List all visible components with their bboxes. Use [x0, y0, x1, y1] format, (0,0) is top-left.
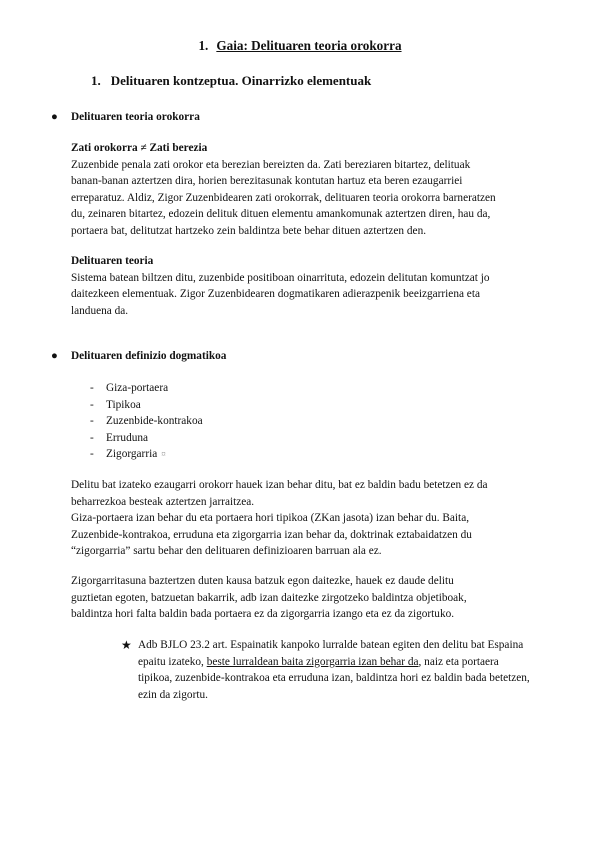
dash-marker: - [90, 398, 94, 411]
list-item-text: Zuzenbide-kontrakoa [106, 415, 203, 427]
list-item [90, 446, 390, 463]
list-item [90, 380, 390, 397]
text-line: erreparatuz. Aldiz, Zigor Zuzenbidearen zati orokorrak, delituaren teoria orokorra barneratzen [71, 191, 496, 204]
list-item-text: Giza-portaera [106, 382, 169, 394]
list-item [90, 413, 390, 430]
text-line: Zigorgarritasuna baztertzen duten kausa batzuk egon daitezke, hauek ez daude delitu [71, 575, 454, 587]
list-item-text: Tipikoa [106, 398, 141, 411]
list-item-text: Zigorgarria [106, 448, 158, 460]
dash-marker: - [90, 382, 94, 394]
text-line: baldintza hori falta baldin bada portaera ez da zigorgarria izango eta ez da zigortuko. [71, 608, 455, 620]
bullet-definizio-dogmatikoa [51, 348, 571, 365]
text-line: beharrezkoa besteak aztertzen jarraitzea. [71, 495, 255, 508]
text-segment: epaitu izateko, [138, 655, 207, 668]
example-text [138, 637, 576, 703]
bullet-teoria-orokorra [51, 109, 571, 126]
text-line: Giza-portaera izan behar du eta portaera hori tipikoa (ZKan jasota) izan behar du. Baita, [71, 512, 470, 524]
currency-mark-icon: ¤ [161, 449, 166, 459]
paragraph [71, 157, 571, 240]
chapter-title-text: Gaia: Delituaren teoria orokorra [216, 38, 402, 53]
paragraph [71, 270, 571, 320]
element-list [90, 380, 390, 463]
example-star-item [121, 637, 576, 703]
star-icon: ★ [121, 638, 132, 652]
paragraph-ezaugarriak [71, 477, 571, 560]
section-heading-text: Delituaren kontzeptua. Oinarrizko elementuak [110, 73, 372, 88]
section-heading [91, 72, 571, 90]
subsection-zati-orokorra [71, 140, 571, 239]
text-line: du, zeinaren bitartez, edozein delituk dituen elementu amankomunak aztertzen diren, hau da, [71, 208, 491, 220]
text-line: banan-banan aztertzen dira, horien berezitasunak kontutan hartuz eta beren ezaugarriei [71, 175, 463, 187]
text-line: “zigorgarria” sartu behar den delituaren definizioaren barruan ala ez. [71, 545, 382, 557]
chapter-title [0, 37, 600, 55]
text-line: daitezkeen elementuak. Zigor Zuzenbidearen dogmatikaren adierazpenik beeizgarriena eta [71, 288, 480, 300]
underlined-text: beste lurraldean baita zigorgarria izan behar da [206, 655, 419, 668]
text-line: Adb BJLO 23.2 art. Espainatik kanpoko lurralde batean egiten den delitu bat Espaina [138, 639, 524, 651]
subsection-delituaren-teoria [71, 253, 571, 319]
text-line: landuena da. [71, 304, 129, 317]
list-item [90, 430, 390, 447]
bullet-label: Delituaren definizio dogmatikoa [71, 350, 227, 362]
paragraph-zigorgarritasuna [71, 573, 571, 623]
subsection-heading: Delituaren teoria [71, 255, 154, 267]
text-line: Zuzenbide penala zati orokor eta berezian bereizten da. Zati bereziaren bitartez, delituak [71, 158, 471, 171]
text-line: Sistema batean biltzen ditu, zuzenbide positiboan oinarrituta, edozein delitutan komuntzat jo [71, 271, 490, 284]
text-line: portaera bat, delitutzat hartzeko zein baldintza bete behar dituen aztertzen den. [71, 224, 427, 237]
list-item [90, 397, 390, 414]
section-number: 1. [91, 73, 101, 88]
text-line: Zuzenbide-kontrakoa, erruduna eta zigorgarria izan behar da, doktrinak eztabaidatzen du [71, 528, 472, 541]
text-line: ezin da zigortu. [138, 688, 208, 701]
subsection-heading: Zati orokorra ≠ Zati berezia [71, 142, 208, 154]
bullet-dot-icon: ● [51, 111, 58, 123]
text-line: guztietan egoten, batzuetan bakarrik, adb izan daitezke zirgotzeko baldintza objetiboak, [71, 591, 467, 604]
bullet-label: Delituaren teoria orokorra [71, 111, 200, 123]
list-item-text: Erruduna [106, 431, 149, 444]
text-line [138, 654, 576, 671]
dash-marker: - [90, 448, 94, 460]
text-line: Delitu bat izateko ezaugarri orokorr hauek izan behar ditu, bat ez baldin badu betetzen ez da [71, 479, 488, 491]
dash-marker: - [90, 415, 94, 427]
text-line: tipikoa, zuzenbide-kontrakoa eta erruduna izan, baldintza hori ez baldin bada betetzen, [138, 672, 530, 684]
dash-marker: - [90, 431, 94, 444]
text-segment: , naiz eta portaera [418, 655, 499, 668]
bullet-dot-icon: ● [51, 350, 58, 362]
chapter-number: 1. [198, 38, 209, 53]
